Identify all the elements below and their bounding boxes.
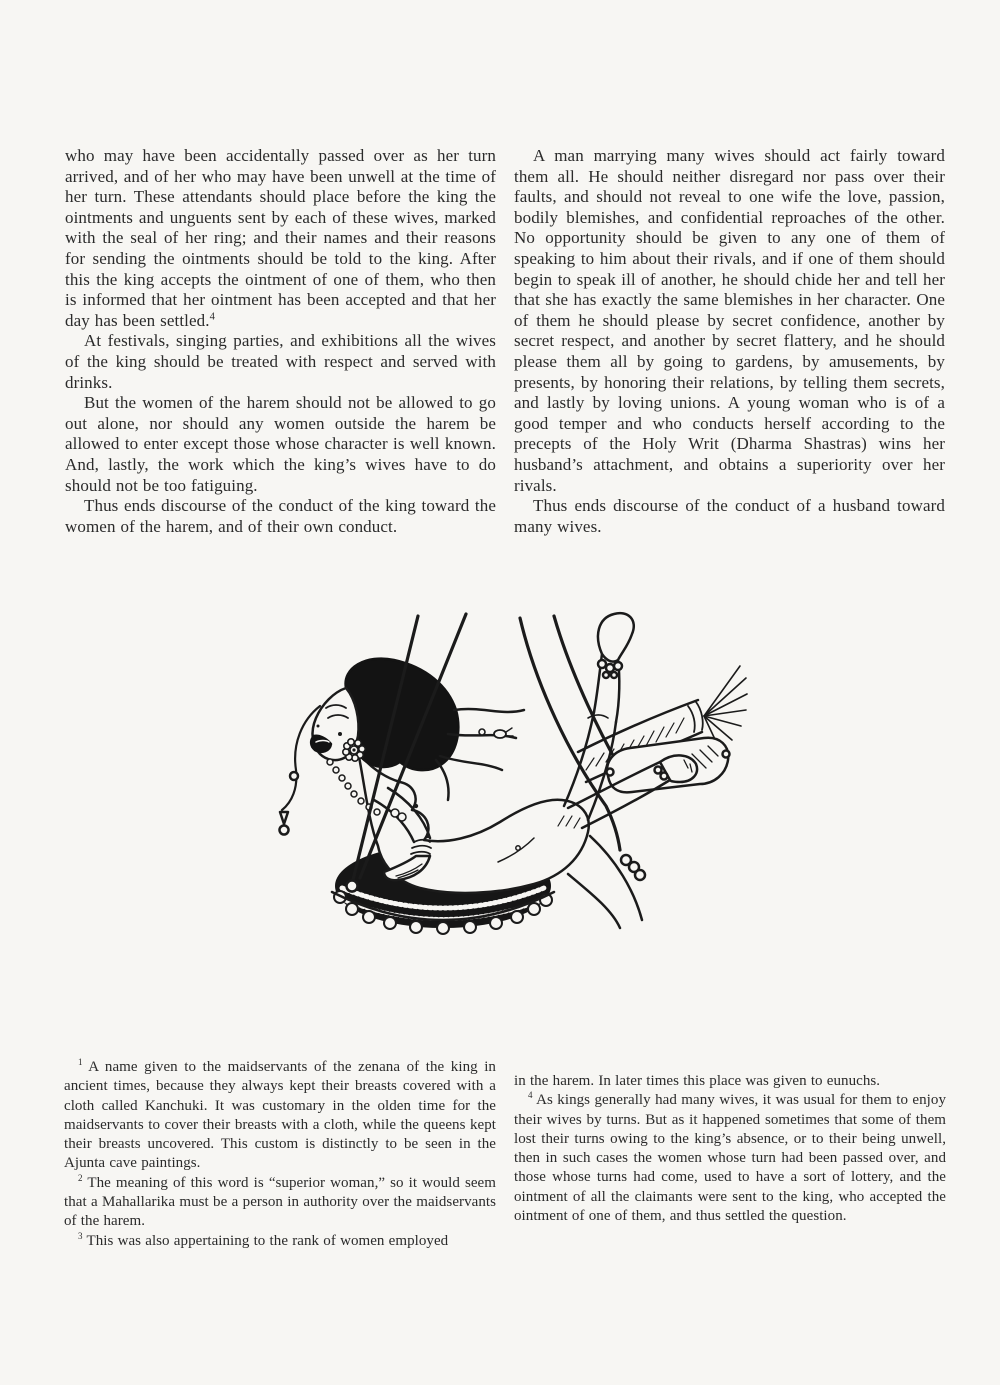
main-text-right-column: [514, 146, 945, 537]
footnote: [64, 1174, 496, 1232]
footnote-marker: 1: [78, 1057, 83, 1067]
footnote-text: A name given to the maidservants of the zenana of the king in ancient times, because they always kept their breasts covered with a cloth called Kanchuki. It was customary in the olden time for the maidservants to cover their breasts with a cloth, while the queens kept their breasts uncovered. This custom is distinctly to be seen in the Ajunta cave paintings.: [64, 1059, 496, 1172]
footnote-text: As kings generally had many wives, it was usual for them to enjoy their wives by turns. But as it happened sometimes that some of them lost their turns owing to the king’s absence, or to their being unwell, then in such cases the women whose turn had been passed over, and those whose turns had come, used to have a sort of lottery, and the ointment of all the claimants were sent to the king, who accepted the ointment of one of them, and thus settled the question.: [514, 1092, 947, 1225]
paragraph: [65, 146, 496, 331]
footnote-text: The meaning of this word is “superior woman,” so it would seem that a Mahallarika must be a person in authority over the maidservants of the harem.: [64, 1174, 496, 1230]
footnote-text: This was also appertaining to the rank of women employed: [86, 1232, 449, 1249]
paragraph-text: who may have been accidentally passed over as her turn arrived, and of her who may have been unwell at the time of her turn. These attendants should place before the king the ointments and unguents sent by each of these wives, marked with the seal of her ring; and their names and their reasons for sending the ointments should be told to the king. After this the king accepts the ointment of one of them, who then is informed that her ointment has been accepted and that her day has been settled.: [65, 146, 496, 330]
footnote: [64, 1232, 496, 1251]
footnote-text: in the harem. In later times this place was given to eunuchs.: [514, 1073, 881, 1089]
main-text-left-column: [65, 146, 496, 537]
paragraph: Thus ends discourse of the conduct of a husband toward many wives.: [514, 496, 945, 536]
paragraph: A man marrying many wives should act fairly toward them all. He should neither disregard nor pass over their faults, and should not reveal to one wife the love, passion, bodily blemishes, and confidential reproaches of the other. No opportunity should be given to any one of them of speaking to him about their rivals, and if one of them should begin to speak ill of another, he should chide her and tell her that she has exactly the same blemishes in her character. One of them he should please by secret confidence, another by secret respect, and another by secret flattery, and he should please them all by going to gardens, by amusements, by presents, by honoring their relations, by telling them secrets, and lastly by loving unions. A young woman who is of a good temper and who conducts herself according to the precepts of the Holy Writ (Dharma Shastras) wins her husband’s attachment, and obtains a superiority over her rivals.: [514, 146, 945, 495]
swing-scene-illustration: [268, 610, 748, 942]
footnote-reference: 4: [209, 311, 215, 323]
footnote-marker: 2: [78, 1172, 83, 1183]
paragraph: At festivals, singing parties, and exhibitions all the wives of the king should be treated with respect and served with drinks.: [65, 331, 496, 392]
footnote-marker: 3: [78, 1230, 83, 1241]
paragraph: But the women of the harem should not be allowed to go out alone, nor should any women outside the harem be allowed to enter except those whose character is well known. And, lastly, the work which the king’s wives have to do should not be too fatiguing.: [65, 393, 496, 495]
footnote: [64, 1058, 496, 1174]
footnotes-left-column: [64, 1058, 496, 1251]
footnotes-right-column: [514, 1072, 946, 1226]
footnote-continuation: [514, 1072, 946, 1091]
footnote: [514, 1091, 946, 1226]
footnote-marker: 4: [528, 1090, 533, 1101]
paragraph: Thus ends discourse of the conduct of the king toward the women of the harem, and of their own conduct.: [65, 496, 496, 536]
